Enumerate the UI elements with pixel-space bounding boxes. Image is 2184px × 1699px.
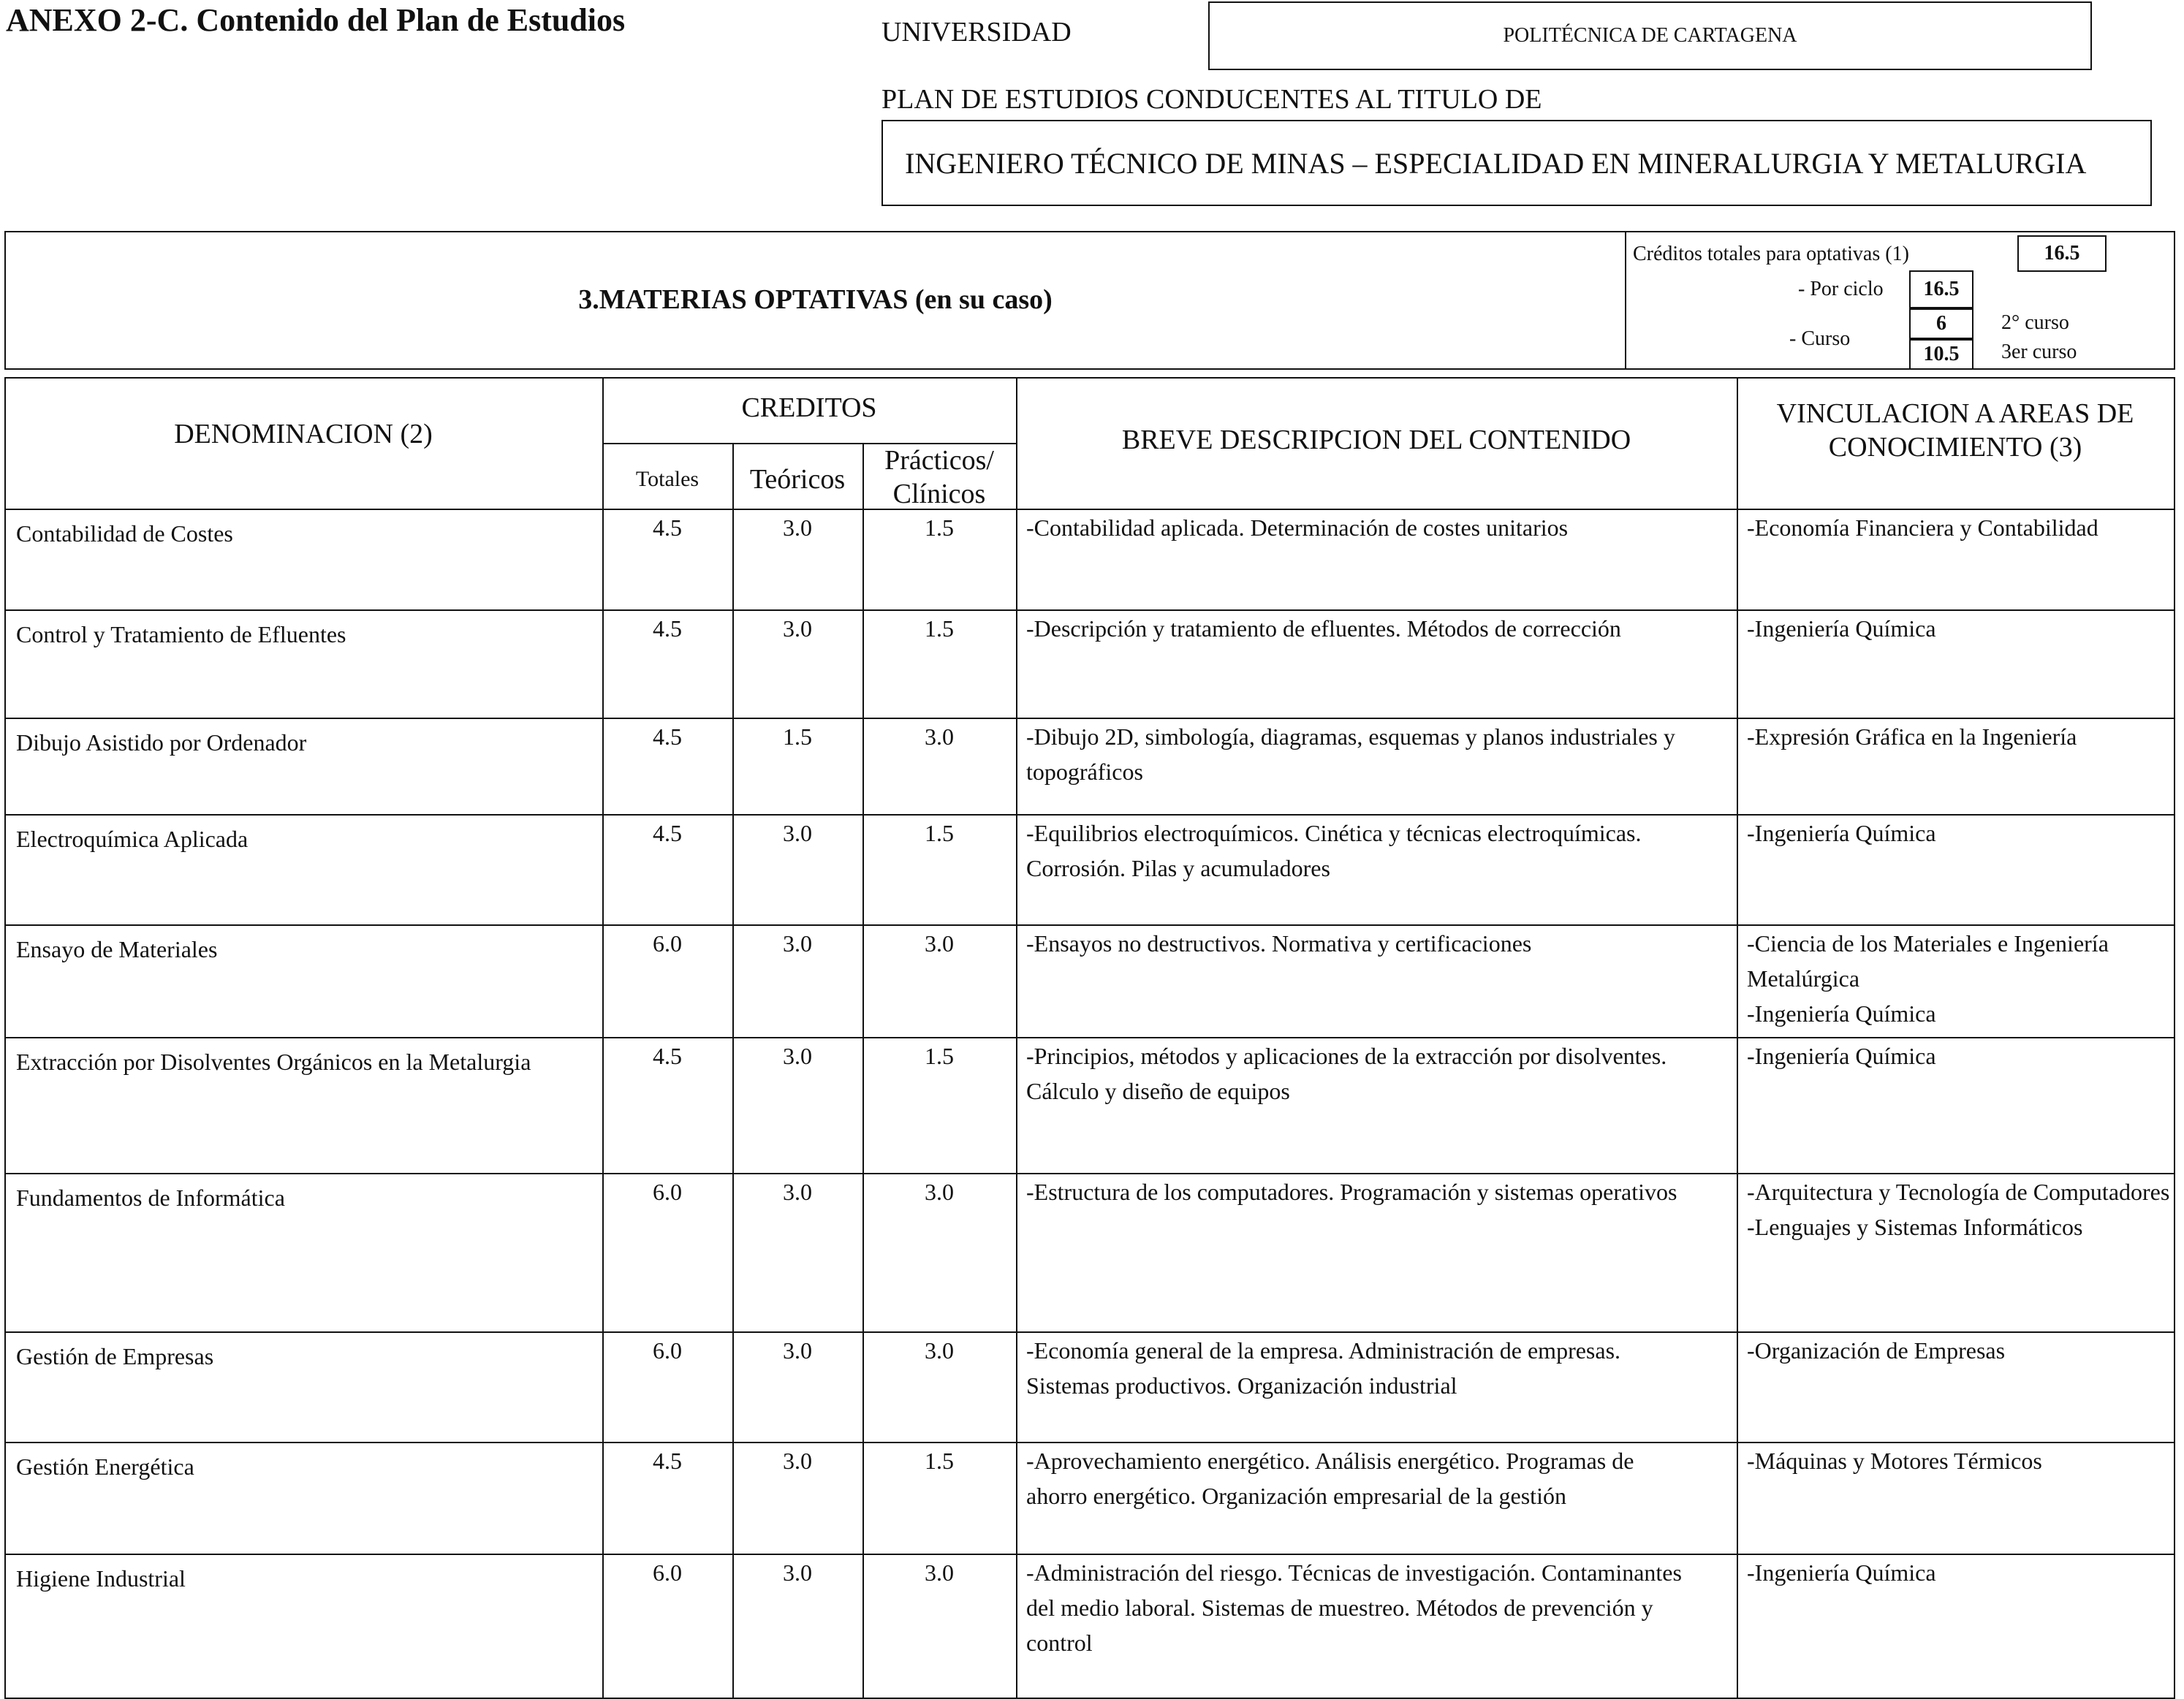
curso-name-3: 3er curso bbox=[2001, 341, 2077, 363]
row-areas bbox=[1747, 1333, 2171, 1368]
row-totales: 4.5 bbox=[653, 1043, 682, 1069]
row-teoricos: 3.0 bbox=[783, 1337, 812, 1364]
row-descripcion: -Aprovechamiento energético. Análisis energético. Programas de ahorro energético. Organización empresarial de la gestión bbox=[1026, 1448, 1634, 1509]
row-denominacion: Dibujo Asistido por Ordenador bbox=[16, 729, 307, 756]
header-teoricos: Teóricos bbox=[749, 464, 846, 495]
row-areas bbox=[1747, 1038, 2171, 1073]
divider bbox=[1625, 232, 1626, 368]
row-teoricos: 3.0 bbox=[783, 1043, 812, 1069]
row-teoricos: 3.0 bbox=[783, 930, 812, 957]
row-denominacion: Higiene Industrial bbox=[16, 1565, 186, 1592]
universidad-value: POLITÉCNICA DE CARTAGENA bbox=[1503, 24, 1797, 47]
row-areas bbox=[1747, 1443, 2171, 1478]
titulo-field bbox=[881, 120, 2152, 206]
row-denominacion: Contabilidad de Costes bbox=[16, 520, 233, 547]
row-totales: 6.0 bbox=[653, 1559, 682, 1586]
row-divider bbox=[4, 814, 2175, 816]
area-item: -Ingeniería Química bbox=[1747, 1559, 1936, 1586]
curso-value-3: 10.5 bbox=[1909, 339, 1973, 370]
row-totales: 6.0 bbox=[653, 930, 682, 957]
row-areas bbox=[1747, 510, 2171, 545]
titulo-value: INGENIERO TÉCNICO DE MINAS – ESPECIALIDAD EN MINERALURGIA Y METALURGIA bbox=[905, 146, 2087, 180]
header-descripcion: BREVE DESCRIPCION DEL CONTENIDO bbox=[1121, 425, 1631, 455]
row-divider bbox=[4, 1554, 2175, 1555]
curso-label: - Curso bbox=[1789, 327, 1851, 350]
row-areas bbox=[1747, 1555, 2171, 1590]
row-teoricos: 3.0 bbox=[783, 820, 812, 846]
row-descripcion: -Descripción y tratamiento de efluentes. Métodos de corrección bbox=[1026, 615, 1621, 642]
row-divider bbox=[4, 1173, 2175, 1174]
row-teoricos: 3.0 bbox=[783, 514, 812, 541]
row-teoricos: 3.0 bbox=[783, 1179, 812, 1205]
row-denominacion: Extracción por Disolventes Orgánicos en la Metalurgia bbox=[16, 1049, 531, 1075]
row-teoricos: 1.5 bbox=[783, 723, 812, 750]
row-denominacion: Control y Tratamiento de Efluentes bbox=[16, 621, 346, 647]
por-ciclo-label: - Por ciclo bbox=[1798, 278, 1884, 300]
table-top-border bbox=[4, 377, 2175, 379]
row-areas bbox=[1747, 719, 2171, 754]
row-totales: 4.5 bbox=[653, 723, 682, 750]
area-item: -Máquinas y Motores Térmicos bbox=[1747, 1448, 2042, 1474]
row-divider bbox=[4, 718, 2175, 719]
row-teoricos: 3.0 bbox=[783, 1448, 812, 1474]
header-denominacion: DENOMINACION (2) bbox=[174, 419, 433, 449]
row-divider bbox=[4, 1331, 2175, 1333]
row-denominacion: Gestión de Empresas bbox=[16, 1343, 214, 1369]
row-practicos: 1.5 bbox=[925, 615, 954, 642]
area-item: -Ciencia de los Materiales e Ingeniería Metalúrgica bbox=[1747, 930, 2109, 992]
row-descripcion: -Dibujo 2D, simbología, diagramas, esquemas y planos industriales y topográficos bbox=[1026, 723, 1675, 785]
curso-name-2: 2° curso bbox=[2001, 311, 2069, 334]
section-title: 3.MATERIAS OPTATIVAS (en su caso) bbox=[578, 284, 1053, 315]
area-item: -Economía Financiera y Contabilidad bbox=[1747, 514, 2098, 541]
area-item: -Lenguajes y Sistemas Informáticos bbox=[1747, 1214, 2083, 1240]
row-denominacion: Ensayo de Materiales bbox=[16, 936, 218, 962]
row-descripcion: -Contabilidad aplicada. Determinación de costes unitarios bbox=[1026, 514, 1569, 541]
row-totales: 4.5 bbox=[653, 514, 682, 541]
row-areas bbox=[1747, 926, 2171, 1031]
row-descripcion: -Estructura de los computadores. Programación y sistemas operativos bbox=[1026, 1179, 1677, 1205]
row-areas bbox=[1747, 816, 2171, 851]
header-creditos: CREDITOS bbox=[741, 392, 877, 423]
row-totales: 6.0 bbox=[653, 1179, 682, 1205]
area-item: -Organización de Empresas bbox=[1747, 1337, 2006, 1364]
row-practicos: 1.5 bbox=[925, 514, 954, 541]
row-denominacion: Gestión Energética bbox=[16, 1453, 194, 1480]
plan-label: PLAN DE ESTUDIOS CONDUCENTES AL TITULO DE bbox=[881, 84, 1542, 115]
row-practicos: 1.5 bbox=[925, 1043, 954, 1069]
row-practicos: 3.0 bbox=[925, 1179, 954, 1205]
header-vinculacion: VINCULACION A AREAS DE CONOCIMIENTO (3) bbox=[1776, 398, 2134, 463]
row-practicos: 1.5 bbox=[925, 1448, 954, 1474]
area-item: -Arquitectura y Tecnología de Computadores bbox=[1747, 1179, 2170, 1205]
row-teoricos: 3.0 bbox=[783, 1559, 812, 1586]
row-divider bbox=[4, 1442, 2175, 1443]
page-title: ANEXO 2-C. Contenido del Plan de Estudios bbox=[6, 2, 626, 38]
row-descripcion: -Ensayos no destructivos. Normativa y certificaciones bbox=[1026, 930, 1532, 957]
row-areas bbox=[1747, 1174, 2171, 1244]
row-divider bbox=[4, 1037, 2175, 1038]
section-header bbox=[4, 231, 2175, 370]
row-divider bbox=[4, 609, 2175, 611]
row-totales: 4.5 bbox=[653, 820, 682, 846]
row-practicos: 1.5 bbox=[925, 820, 954, 846]
curso-value-2: 6 bbox=[1909, 308, 1973, 339]
row-descripcion: -Administración del riesgo. Técnicas de investigación. Contaminantes del medio laboral. Sistemas de muestreo. Métodos de prevención y control bbox=[1026, 1559, 1682, 1656]
row-descripcion: -Equilibrios electroquímicos. Cinética y técnicas electroquímicas. Corrosión. Pilas y acumuladores bbox=[1026, 820, 1642, 881]
row-practicos: 3.0 bbox=[925, 723, 954, 750]
row-totales: 6.0 bbox=[653, 1337, 682, 1364]
row-totales: 4.5 bbox=[653, 615, 682, 642]
area-item: -Ingeniería Química bbox=[1747, 820, 1936, 846]
por-ciclo-value: 16.5 bbox=[1909, 270, 1973, 308]
area-item: -Ingeniería Química bbox=[1747, 1043, 1936, 1069]
universidad-field bbox=[1208, 1, 2092, 70]
row-denominacion: Electroquímica Aplicada bbox=[16, 826, 249, 852]
header-totales: Totales bbox=[635, 467, 699, 491]
row-divider bbox=[4, 924, 2175, 926]
area-item: -Expresión Gráfica en la Ingeniería bbox=[1747, 723, 2077, 750]
creditos-totales-value: 16.5 bbox=[2017, 235, 2107, 272]
row-totales: 4.5 bbox=[653, 1448, 682, 1474]
creditos-totales-label: Créditos totales para optativas (1) bbox=[1633, 243, 1909, 265]
area-item: -Ingeniería Química bbox=[1747, 1000, 1936, 1027]
header-practicos: Prácticos/ Clínicos bbox=[884, 445, 994, 509]
row-descripcion: -Economía general de la empresa. Administración de empresas. Sistemas productivos. Organización industrial bbox=[1026, 1337, 1621, 1399]
row-practicos: 3.0 bbox=[925, 1559, 954, 1586]
row-practicos: 3.0 bbox=[925, 930, 954, 957]
row-practicos: 3.0 bbox=[925, 1337, 954, 1364]
area-item: -Ingeniería Química bbox=[1747, 615, 1936, 642]
universidad-label: UNIVERSIDAD bbox=[881, 17, 1072, 47]
row-teoricos: 3.0 bbox=[783, 615, 812, 642]
row-areas bbox=[1747, 611, 2171, 646]
row-descripcion: -Principios, métodos y aplicaciones de la extracción por disolventes. Cálculo y diseño de equipos bbox=[1026, 1043, 1667, 1104]
optativas-table bbox=[4, 377, 2175, 1698]
row-denominacion: Fundamentos de Informática bbox=[16, 1185, 285, 1211]
